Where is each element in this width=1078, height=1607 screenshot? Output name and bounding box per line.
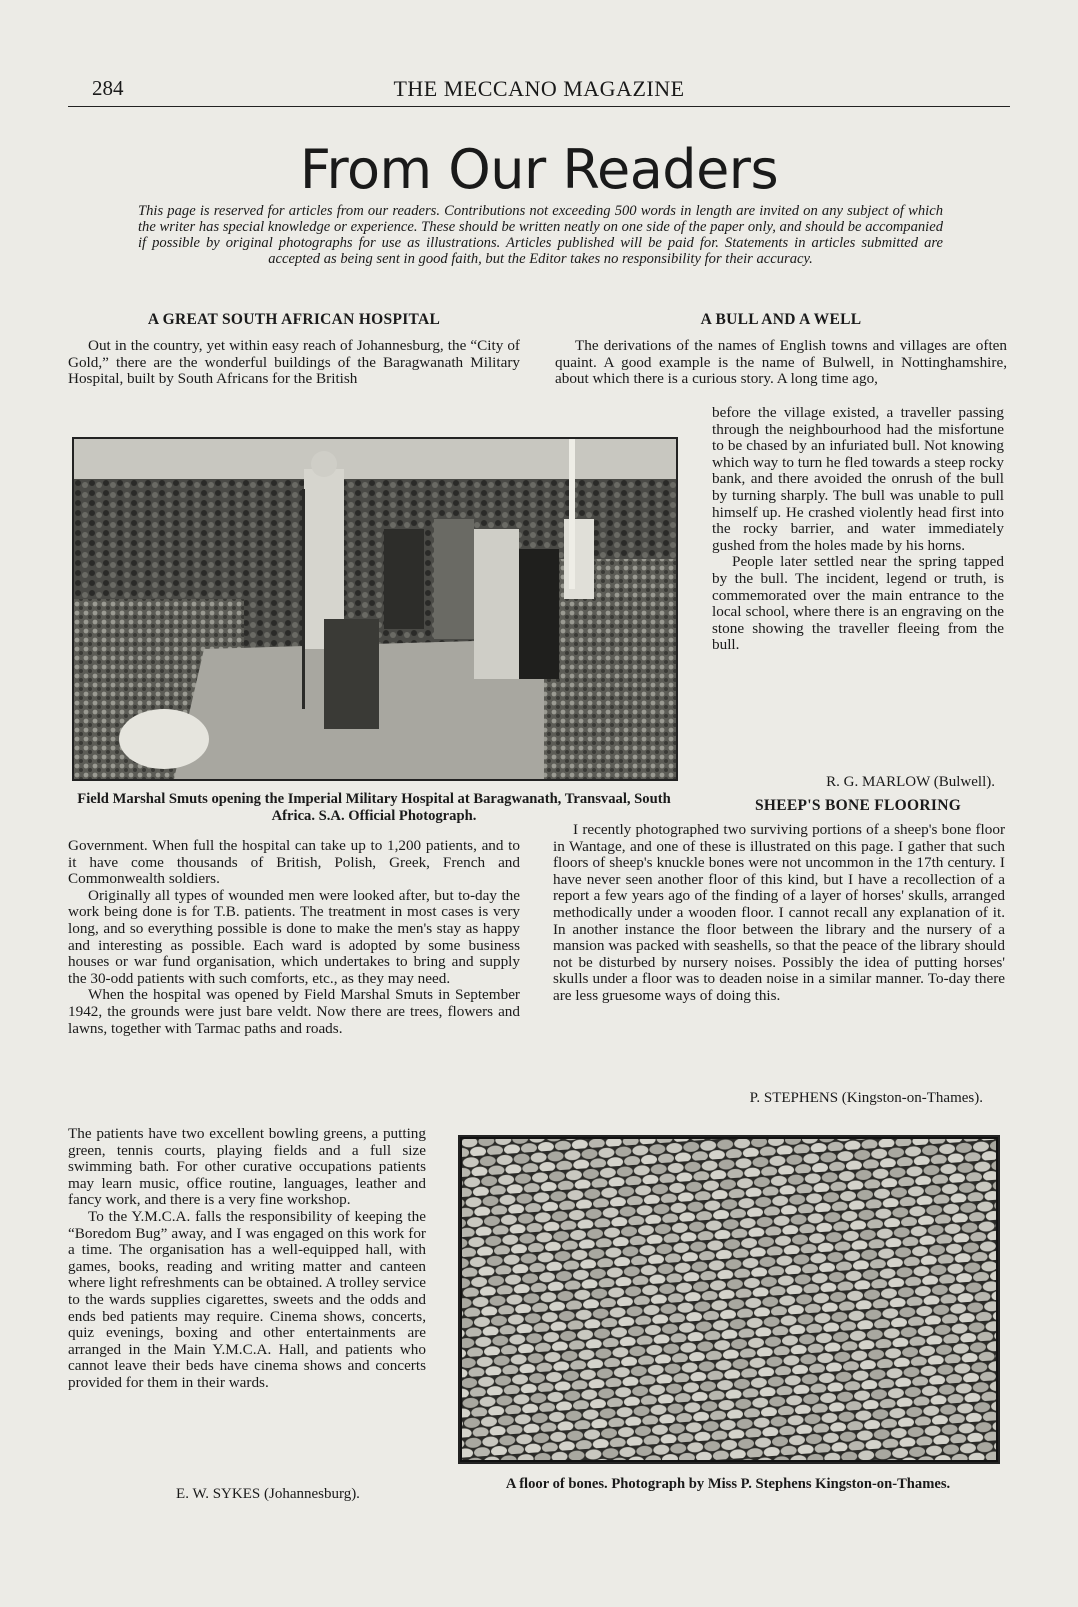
article-hospital-intro (68, 338, 520, 388)
bone-photo-caption: A floor of bones. Photograph by Miss P. Stephens Kingston-on-Thames. (505, 1476, 951, 1492)
article-paragraph: People later settled near the spring tapped by the bull. The incident, legend or truth, is commemorated over the main entrance to the local school, where there is an engraving on the stone showing the traveller fleeing from the bull. (712, 553, 1004, 654)
article-paragraph: Out in the country, yet within easy reach of Johannesburg, the “City of Gold,” there are the wonderful buildings of the Baragwanath Military Hospital, built by South Africans for the British (68, 337, 520, 388)
author-signature-sykes: E. W. SYKES (Johannesburg). (176, 1486, 360, 1502)
magazine-title: THE MECCANO MAGAZINE (393, 76, 685, 101)
bone-floor-photo (458, 1135, 1000, 1464)
article-paragraph: The derivations of the names of English towns and villages are often quaint. A good example is the name of Bulwell, in Nottinghamshire, about which there is a curious story. A long time ago, (555, 337, 1007, 388)
hospital-opening-photo (72, 437, 678, 781)
bone-floor-image (460, 1137, 998, 1462)
article-heading-sheep: SHEEP'S BONE FLOORING (754, 797, 962, 814)
article-sheep-body (553, 822, 1005, 1005)
article-paragraph: Originally all types of wounded men were looked after, but to-day the work being done is for T.B. patients. The treatment in most cases is very long, and so everything possible is done to make the men's stay as happy and interesting as possible. Each ward is adopted by some business houses or war fund organisation, which undertakes to bring and supply the 30-odd patients with such comforts, etc., as they may need. (68, 886, 520, 987)
article-hospital-body-narrow (68, 1126, 426, 1392)
crowd-ceremony-image (74, 439, 676, 779)
author-signature-stephens: P. STEPHENS (Kingston-on-Thames). (749, 1090, 983, 1106)
page-number: 284 (92, 76, 124, 100)
article-paragraph: Government. When full the hospital can take up to 1,200 patients, and to it have come thousands of British, Polish, Greek, French and Commonwealth soldiers. (68, 837, 520, 888)
article-heading-hospital: A GREAT SOUTH AFRICAN HOSPITAL (147, 311, 441, 328)
article-paragraph: before the village existed, a traveller passing through the neighbourhood had the misfortune to be chased by an infuriated bull. Not knowing which way to turn he fled towards a steep rocky bank, and there avoided the onrush of the bull by turning sharply. The bull was unable to pull himself up. He crashed violently head first into the rocky barrier, and water immediately gushed from the holes made by his horns. (712, 404, 1004, 554)
article-paragraph: I recently photographed two surviving portions of a sheep's bone floor in Wantage, and one of these is illustrated on this page. I gather that such floors of sheep's knuckle bones were not uncommon in the 17th century. I have never seen another floor of this kind, but I have a recollection of a report a few years ago of the finding of a layer of horses' skulls, arranged methodically under a wooden floor. I cannot recall any explanation of it. In another instance the floor between the library and the nursery of a mansion was packed with seashells, so that the peace of the library should not be disturbed by nursery noises. Possibly the idea of putting horses' skulls under a floor was to deaden noise in a similar manner. To-day there are less gruesome ways of doing this. (553, 821, 1005, 1004)
running-header (68, 72, 1010, 107)
article-bull-intro (555, 338, 1007, 388)
article-paragraph: To the Y.M.C.A. falls the responsibility of keeping the “Boredom Bug” away, and I was engaged on this work for a time. The organisation has a well-equipped hall, with games, books, reading and writing matter and canteen where light refreshments can be obtained. A trolley service to the wards supplies cigarettes, sweets and the odds and ends bed patients may require. Cinema shows, concerts, quiz evenings, boxing and other entertainments are arranged in the Main Y.M.C.A. Hall, and patients who cannot leave their beds have cinema shows and concerts provided for them in their wards. (68, 1207, 426, 1391)
page-title: From Our Readers (299, 138, 779, 201)
article-bull-body (712, 405, 1004, 654)
article-hospital-body (68, 838, 520, 1037)
article-paragraph: When the hospital was opened by Field Marshal Smuts in September 1942, the grounds were just bare veldt. Now there are trees, flowers and lawns, together with Tarmac paths and roads. (68, 986, 520, 1037)
hospital-photo-caption: Field Marshal Smuts opening the Imperial Military Hospital at Baragwanath, Transvaal, South Africa. S.A. Official Photograph. (77, 791, 671, 824)
intro-note: This page is reserved for articles from our readers. Contributions not exceeding 500 words in length are invited on any subject of which the writer has special knowledge or experience. These should be written neatly on one side of the paper only, and should be accompanied if possible by original photographs for use as illustrations. Articles published will be paid for. Statements in articles submitted are accepted as being sent in good faith, but the Editor takes no responsibility for their accuracy. (138, 203, 943, 267)
article-heading-bull: A BULL AND A WELL (700, 311, 862, 328)
article-paragraph: The patients have two excellent bowling greens, a putting green, tennis courts, playing fields and a full size swimming bath. For other curative occupations patients may learn music, office routine, languages, leather and fancy work, and there is a very fine workshop. (68, 1125, 426, 1209)
author-signature-marlow: R. G. MARLOW (Bulwell). (826, 774, 995, 790)
